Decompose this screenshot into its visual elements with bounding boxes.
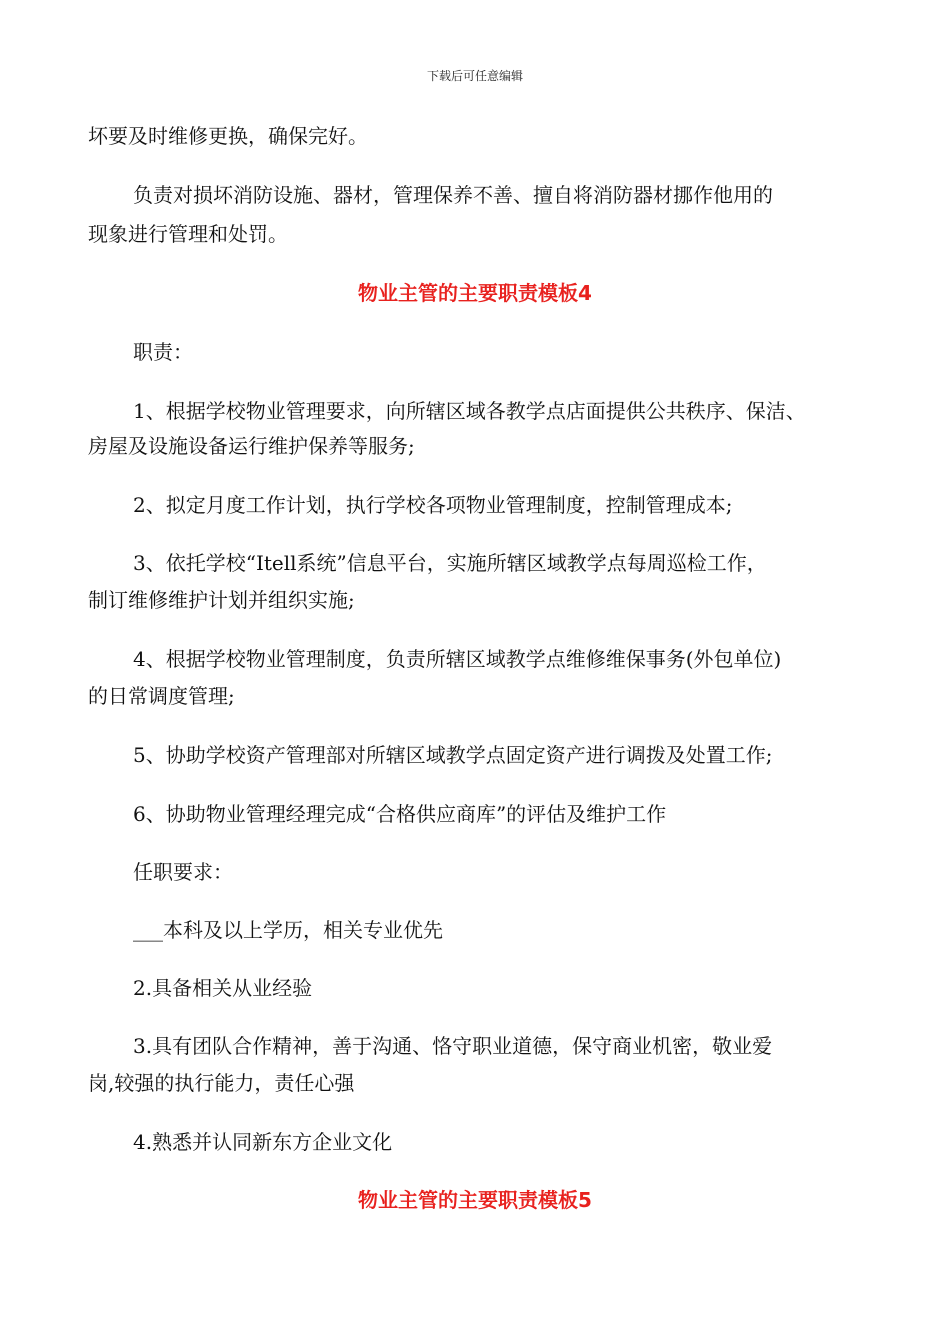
section-heading: 物业主管的主要职责模板4 bbox=[358, 281, 592, 305]
paragraph-line: 制订维修维护计划并组织实施; bbox=[88, 588, 355, 612]
paragraph-line: 坏要及时维修更换，确保完好。 bbox=[88, 124, 368, 148]
paragraph-line: 2、拟定月度工作计划，执行学校各项物业管理制度，控制管理成本; bbox=[133, 493, 733, 517]
paragraph-line: 6、协助物业管理经理完成“合格供应商库”的评估及维护工作 bbox=[133, 802, 667, 826]
paragraph-line: 现象进行管理和处罚。 bbox=[88, 222, 288, 246]
paragraph-line: 负责对损坏消防设施、器材，管理保养不善、擅自将消防器材挪作他用的 bbox=[133, 183, 773, 207]
paragraph-line: 岗,较强的执行能力，责任心强 bbox=[88, 1071, 355, 1095]
section-heading: 物业主管的主要职责模板5 bbox=[358, 1188, 592, 1212]
paragraph-line: 职责： bbox=[133, 340, 193, 364]
paragraph-line: 1、根据学校物业管理要求，向所辖区域各教学点店面提供公共秩序、保洁、 bbox=[133, 399, 806, 423]
paragraph-line: 5、协助学校资产管理部对所辖区域教学点固定资产进行调拨及处置工作; bbox=[133, 743, 773, 767]
paragraph-line: 房屋及设施设备运行维护保养等服务; bbox=[88, 434, 415, 458]
paragraph-line: 3.具有团队合作精神，善于沟通、恪守职业道德，保守商业机密，敬业爱 bbox=[133, 1034, 773, 1058]
paragraph-line: 3、依托学校“Itell系统”信息平台，实施所辖区域教学点每周巡检工作， bbox=[133, 551, 767, 575]
paragraph-line: 4、根据学校物业管理制度，负责所辖区域教学点维修维保事务(外包单位) bbox=[133, 647, 782, 671]
paragraph-line: 的日常调度管理; bbox=[88, 684, 235, 708]
paragraph-line: 4.熟悉并认同新东方企业文化 bbox=[133, 1130, 393, 1154]
paragraph-line: ___本科及以上学历，相关专业优先 bbox=[133, 918, 443, 942]
paragraph-line: 任职要求： bbox=[133, 860, 233, 884]
paragraph-line: 2.具备相关从业经验 bbox=[133, 976, 313, 1000]
page-header-note: 下载后可任意编辑 bbox=[426, 69, 523, 83]
